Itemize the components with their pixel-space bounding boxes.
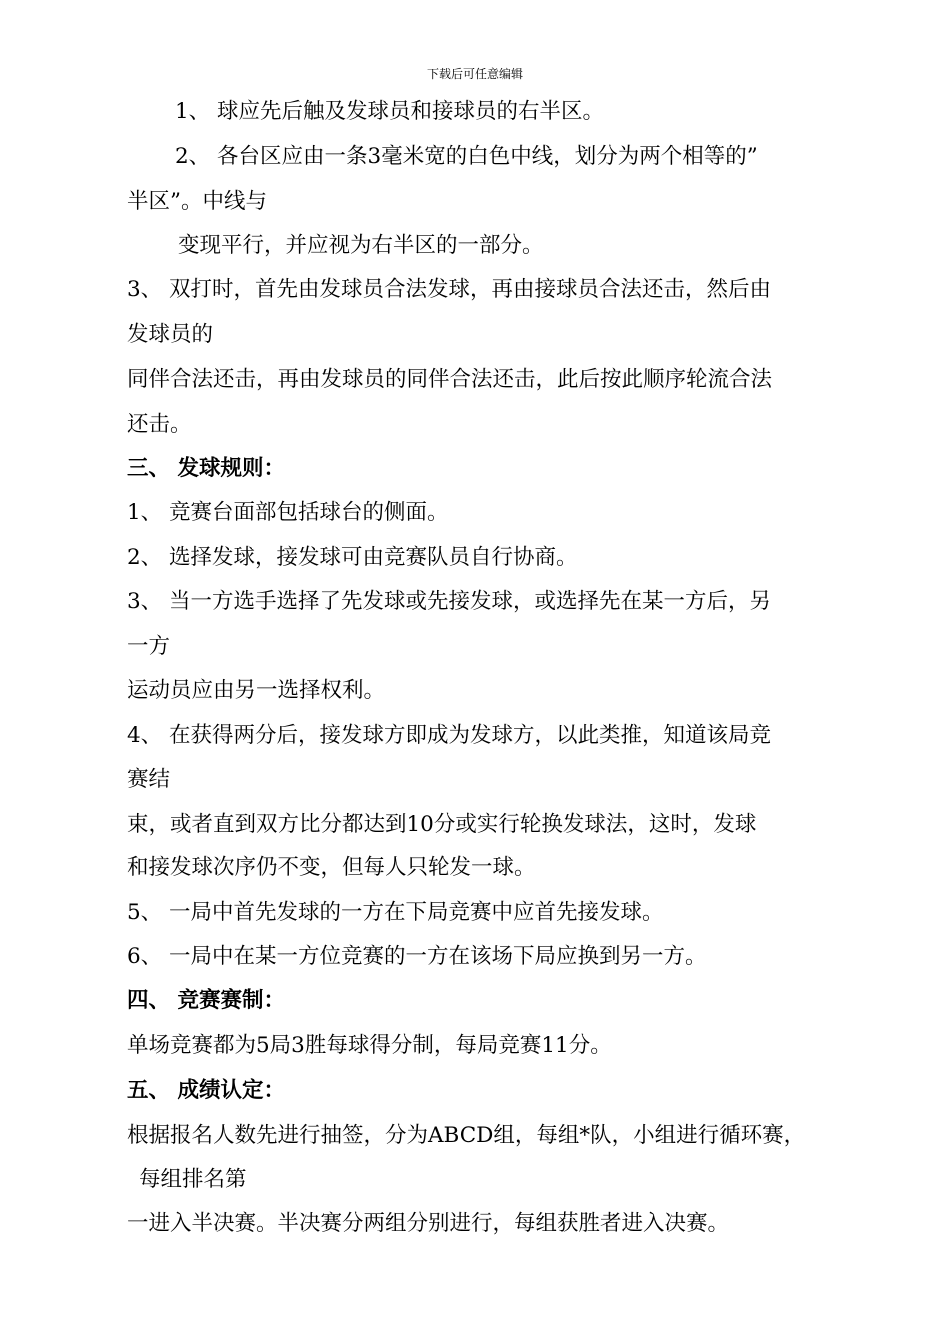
paragraph-line: 和接发球次序仍不变，但每人只轮发一球。 xyxy=(127,855,536,880)
paragraph-line: 发球员的 xyxy=(127,322,214,347)
paragraph-line: 4、 在获得两分后，接发球方即成为发球方，以此类推，知道该局竞 xyxy=(127,723,772,748)
paragraph-line: 变现平行，并应视为右半区的一部分。 xyxy=(178,233,544,258)
paragraph-line: 每组排名第 xyxy=(139,1167,247,1192)
paragraph-line: 还击。 xyxy=(127,412,192,437)
section-heading-serve-rules: 三、 发球规则： xyxy=(127,456,285,481)
section-heading-competition-format: 四、 竞赛赛制： xyxy=(127,988,285,1013)
paragraph-line: 一方 xyxy=(127,634,171,659)
paragraph-line: 同伴合法还击，再由发球员的同伴合法还击，此后按此顺序轮流合法 xyxy=(127,367,773,392)
paragraph-line: 运动员应由另一选择权利。 xyxy=(127,678,386,703)
paragraph-line: 半区”。中线与 xyxy=(127,189,267,214)
paragraph-line: 单场竞赛都为5局3胜每球得分制，每局竞赛11分。 xyxy=(127,1033,612,1058)
paragraph-line: 5、 一局中首先发球的一方在下局竞赛中应首先接发球。 xyxy=(127,900,664,925)
paragraph-line: 1、 球应先后触及发球员和接球员的右半区。 xyxy=(175,99,605,124)
paragraph-line: 根据报名人数先进行抽签，分为ABCD组，每组*队，小组进行循环赛， xyxy=(127,1123,806,1148)
paragraph-line: 1、 竞赛台面部包括球台的侧面。 xyxy=(127,500,449,525)
page-header-note: 下载后可任意编辑 xyxy=(426,67,523,81)
paragraph-line: 束，或者直到双方比分都达到10分或实行轮换发球法，这时，发球 xyxy=(127,812,757,837)
paragraph-line: 3、 双打时，首先由发球员合法发球，再由接球员合法还击，然后由 xyxy=(127,277,772,302)
paragraph-line: 3、 当一方选手选择了先发球或先接发球，或选择先在某一方后，另 xyxy=(127,589,772,614)
paragraph-line: 2、 各台区应由一条3毫米宽的白色中线，划分为两个相等的” xyxy=(175,144,758,169)
paragraph-line: 6、 一局中在某一方位竞赛的一方在该场下局应换到另一方。 xyxy=(127,944,707,969)
paragraph-line: 赛结 xyxy=(127,767,171,792)
paragraph-line: 一进入半决赛。半决赛分两组分别进行，每组获胜者进入决赛。 xyxy=(127,1211,730,1236)
section-heading-result-determination: 五、 成绩认定： xyxy=(127,1078,285,1103)
paragraph-line: 2、 选择发球，接发球可由竞赛队员自行协商。 xyxy=(127,545,578,570)
